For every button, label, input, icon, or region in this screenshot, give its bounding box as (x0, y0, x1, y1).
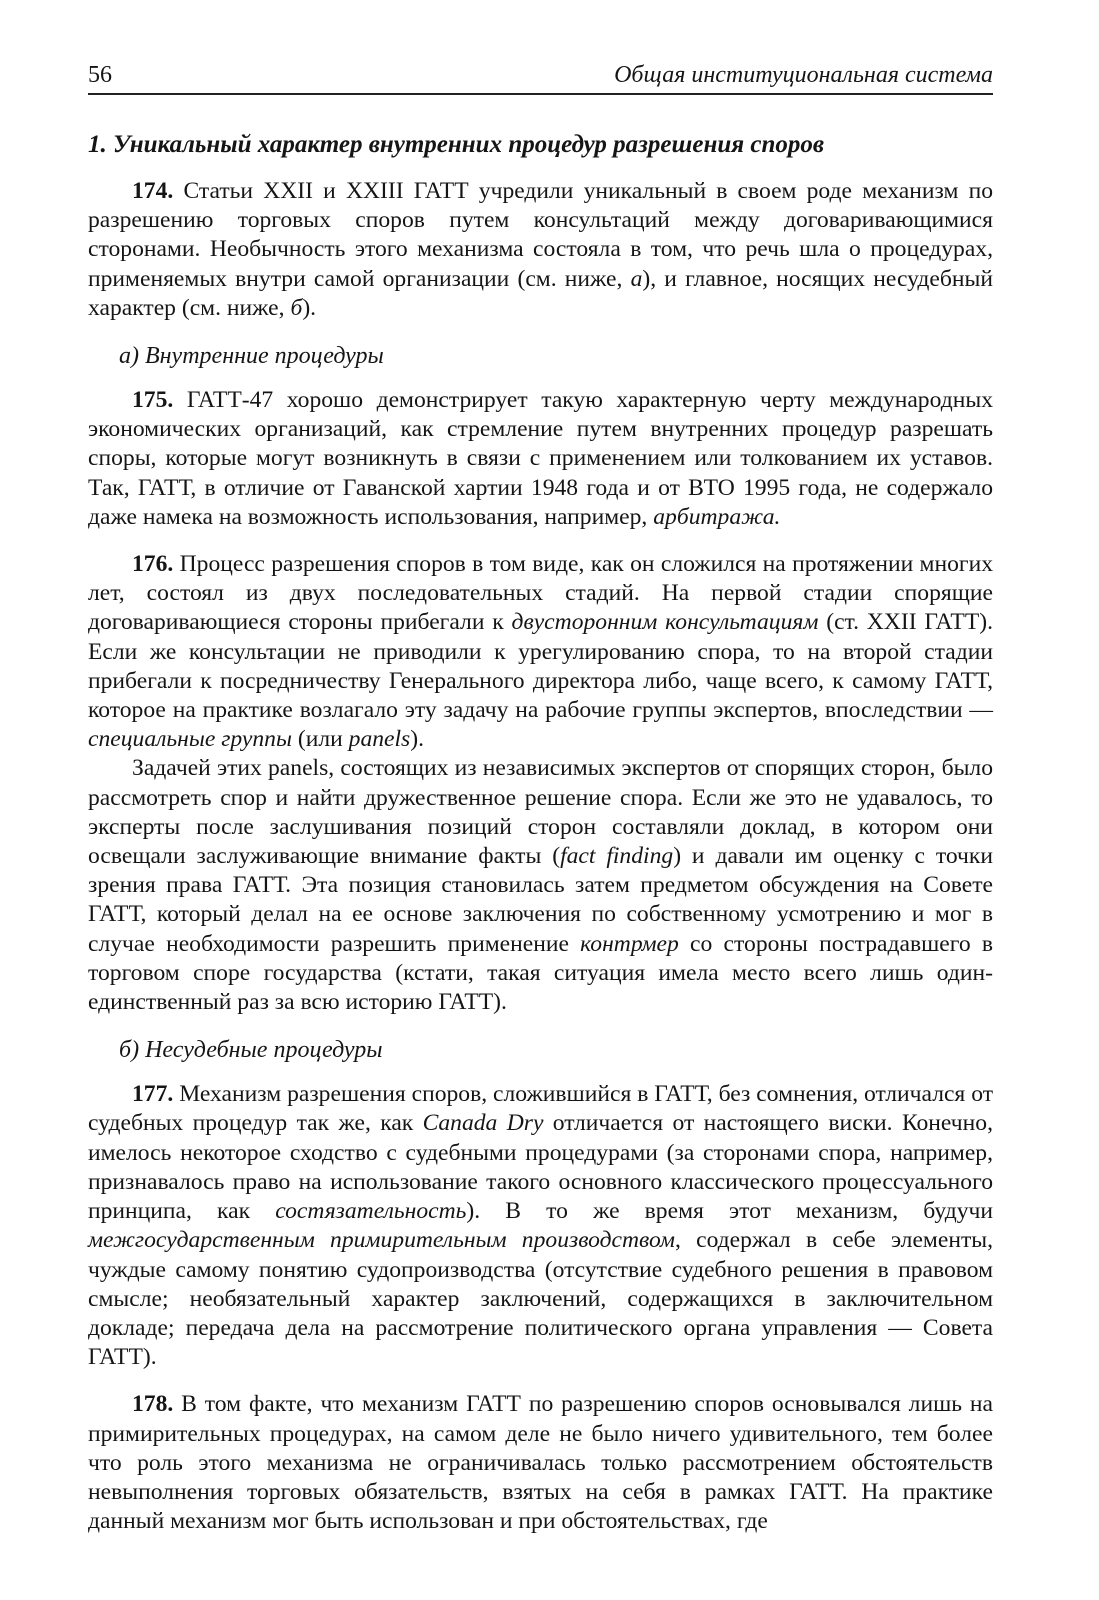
paragraph-178 (88, 1390, 993, 1536)
paragraph-text: Механизм разрешения споров, сложившийся в ГАТТ, без сомнения, отличался от судебных процедур так же, как (88, 1081, 993, 1137)
paragraph-text: отличается от настоящего виски. Конечно, имелось некоторое сходство с судебными процедурами (за сторонами спора, например, признавалось право на использование такого основного классического процессуального принципа, как (88, 1110, 993, 1225)
running-title: Общая институциональная система (614, 62, 993, 88)
paragraph-text: , содержал в себе элементы, чуждые самому понятию судопроизводства (отсутствие судебного решения в правовом смысле; необязательный характер заключений, содержащихся в заключительном докладе; передача дела на рассмотрение политического органа управления — Совета ГАТТ). (88, 1227, 994, 1371)
book-page (88, 62, 993, 1536)
paragraph-number: 177. (132, 1081, 174, 1108)
paragraph-176 (88, 550, 993, 754)
paragraph-number: 174. (132, 178, 174, 204)
emphasis: состязательность (275, 1198, 467, 1225)
paragraph-text: ) и давали им оценку с точки зрения права ГАТТ. Эта позиция становилась затем предметом обсуждения на Совете ГАТТ, который делал на ее основе заключения по собственному усмотрению и мог в случае необходимости разрешить применение (88, 843, 993, 957)
paragraph-175 (88, 386, 993, 532)
subsection-title-a: а) Внутренние процедуры (119, 343, 384, 370)
emphasis: двусторонним консультациям (511, 609, 819, 636)
page-header (88, 62, 993, 95)
cross-reference: а (630, 265, 643, 292)
emphasis: Canada Dry (422, 1110, 544, 1137)
paragraph-text: ГАТТ-47 хорошо демонстрирует такую характерную черту международных экономических организаций, как стремление путем внутренних процедур разрешать споры, которые могут возникнуть в связи с применением или толкованием их уставов. Так, ГАТТ, в отличие от Гаванской хартии 1948 года и от ВТО 1995 года, не содержало даже намека на возможность использования, например, (88, 387, 993, 530)
emphasis: межгосударственным примирительным производством (88, 1227, 675, 1254)
emphasis: panels (348, 726, 411, 753)
paragraph-number: 176. (132, 551, 174, 578)
paragraph-number: 175. (132, 387, 174, 414)
paragraph-text: Задачей этих panels, состоящих из независимых экспертов от спорящих сторон, было рассмотреть спор и найти дружественное решение спора. Если же это не удавалось, то эксперты после заслушивания позиций сторон составляли доклад, в котором они освещали заслуживающие внимание факты ( (88, 755, 993, 870)
section-title: 1. Уникальный характер внутренних процедур разрешения споров (88, 131, 825, 158)
paragraph-text: Статьи XXII и XXIII ГАТТ учредили уникальный в своем роде механизм по разрешению торговых споров путем консультаций между договаривающимися сторонами. Необычность этого механизма состояла в том, что речь шла о процедурах, применяемых внутри самой организации (см. ниже, (88, 178, 993, 292)
paragraph-177 (88, 1080, 993, 1372)
paragraph-text: ), и главное, носящих несудебный характер (см. ниже, (88, 265, 993, 321)
emphasis: специальные группы (88, 726, 292, 753)
page-number: 56 (88, 62, 112, 88)
paragraph-text: В том факте, что механизм ГАТТ по разрешению споров основывался лишь на примирительных процедурах, на самом деле не было ничего удивительного, тем более что роль этого механизма не ограничивалась только рассмотрением обстоятельств невыполнения торговых обязательств, взятых на себя в рамках ГАТТ. На практике данный механизм мог быть использован и при обстоятельствах, где (88, 1391, 993, 1535)
emphasis: арбитража. (653, 503, 781, 530)
paragraph-174 (88, 177, 993, 323)
paragraph-text: ). (302, 294, 317, 321)
paragraph-number: 178. (132, 1391, 174, 1418)
emphasis: контрмер (580, 930, 679, 957)
emphasis: fact finding (560, 843, 674, 870)
paragraph-text: ). В то же время этот механизм, будучи (466, 1198, 993, 1225)
paragraph-text: со стороны пострадавшего в торговом споре государства (кстати, такая ситуация имела место всего лишь один-единственный раз за всю историю ГАТТ). (88, 930, 993, 1016)
paragraph-text: ). (410, 726, 425, 753)
cross-reference: б (290, 294, 303, 321)
paragraph-text: (или (291, 726, 349, 753)
paragraph-text: (ст. XXII ГАТТ). Если же консультации не приводили к урегулированию спора, то на второй стадии прибегали к посредничеству Генерального директора либо, чаще всего, к самому ГАТТ, которое на практике возлагало эту задачу на рабочие группы экспертов, впоследствии — (88, 609, 993, 724)
paragraph-176-continued (88, 754, 993, 1017)
subsection-title-b: б) Несудебные процедуры (119, 1037, 383, 1064)
paragraph-text: Процесс разрешения споров в том виде, как он сложился на протяжении многих лет, состоял из двух последовательных стадий. На первой стадии спорящие договаривающиеся стороны прибегали к (88, 551, 993, 636)
